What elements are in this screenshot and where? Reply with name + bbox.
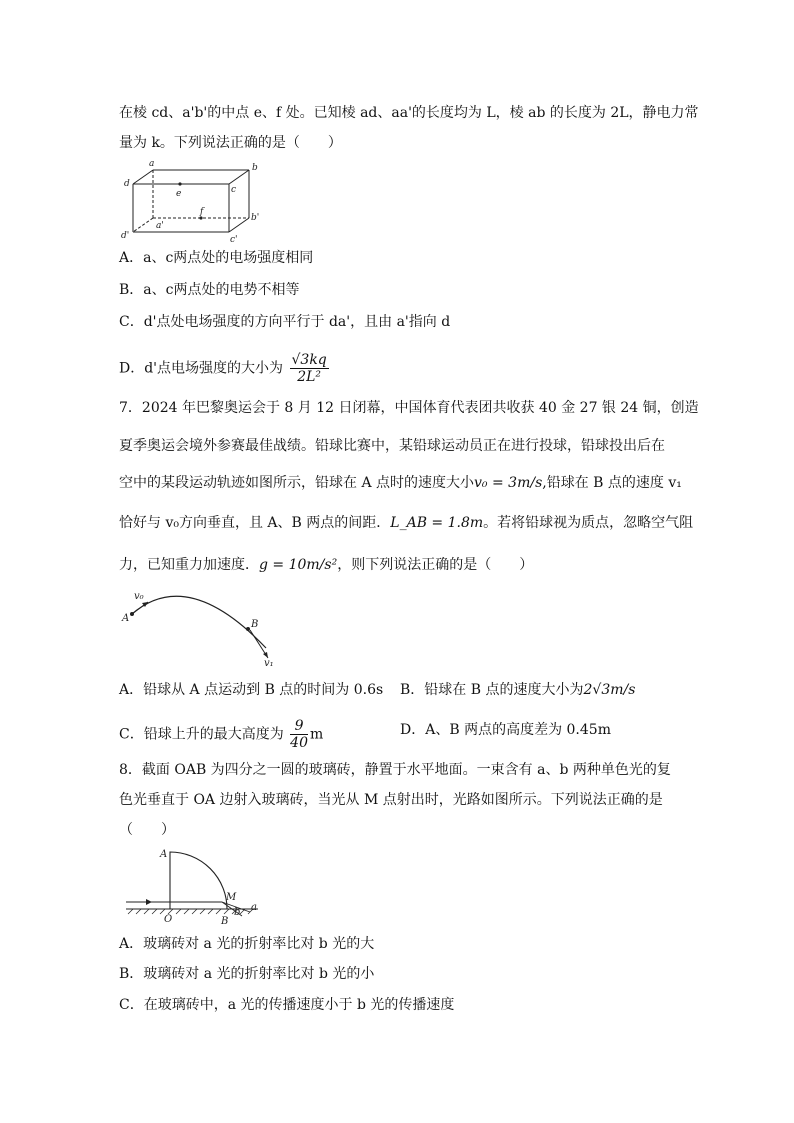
q8-glass-brick-figure [118, 844, 263, 926]
q6-option-d [119, 352, 331, 385]
q7-option-c-fraction [290, 718, 308, 751]
q6-label-b-prime: b' [251, 213, 260, 223]
q8-stem-line-3: （ ） [119, 822, 175, 838]
q8-stem-line-2: 色光垂直于 OA 边射入玻璃砖，当光从 M 点射出时，光路如图所示。下列说法正确的是 [119, 792, 663, 808]
q6-label-a-prime: a' [156, 221, 164, 231]
q7-lab-value: L_AB = 1.8m [390, 515, 484, 531]
q6-option-d-denominator: 2L² [297, 369, 322, 385]
q6-label-e: e [176, 189, 182, 199]
q7-trajectory-figure [118, 588, 283, 668]
q8-label-ray-a: a [251, 902, 257, 913]
q7-stem-line-3 [119, 473, 682, 493]
q8-option-a: A．玻璃砖对 a 光的折射率比对 b 光的大 [119, 936, 375, 952]
q6-label-c-prime: c' [230, 235, 238, 244]
q6-stem-line-1: 在棱 cd、a'b'的中点 e、f 处。已知棱 ad、aa'的长度均为 L，棱 ab 的长度为 2L，静电力常 [119, 105, 699, 121]
q8-label-b-point: B [221, 916, 229, 926]
q8-label-m: M [226, 892, 237, 903]
q7-v0-value: v₀ = 3m/s [474, 475, 543, 491]
q6-option-b: B．a、c两点处的电势不相等 [119, 282, 300, 298]
q7-stem-line-5 [119, 555, 533, 575]
q6-option-d-fraction [290, 352, 329, 385]
q8-label-o: O [164, 914, 173, 925]
q7-option-d: D．A、B 两点的高度差为 0.45m [400, 722, 611, 738]
q7-stem-line-1: 7．2024 年巴黎奥运会于 8 月 12 日闭幕，中国体育代表团共收获 40 金 27 银 24 铜，创造 [119, 400, 699, 416]
q6-label-f: f [200, 207, 204, 217]
q7-line-5-tail: ，则下列说法正确的是（ ） [337, 557, 534, 573]
q7-line-4-text: 恰好与 v₀方向垂直，且 A、B 两点的间距． [119, 515, 391, 531]
q8-label-ray-b: b [234, 907, 241, 918]
q7-line-4-tail: 。若将铅球视为质点，忽略空气阻 [483, 515, 694, 531]
q7-label-v1: v₁ [264, 658, 274, 668]
q6-cuboid-figure [118, 158, 268, 244]
q7-option-c-unit: m [310, 726, 324, 743]
q7-label-b: B [251, 619, 259, 630]
q7-option-c-numerator: 9 [290, 718, 308, 735]
q6-option-d-text: D．d'点电场强度的大小为 [119, 360, 284, 377]
q6-option-d-numerator: √3kq [291, 352, 327, 368]
q7-option-c-denominator: 40 [290, 735, 308, 751]
q7-stem-line-2: 夏季奥运会境外参赛最佳战绩。铅球比赛中，某铅球运动员正在进行投球，铅球投出后在 [119, 438, 665, 454]
q7-line-3-tail: ,铅球在 B 点的速度 v₁ [542, 475, 682, 491]
q7-line-3-text: 空中的某段运动轨迹如图所示，铅球在 A 点时的速度大小 [119, 475, 475, 491]
q6-label-a: a [149, 159, 155, 169]
q6-option-a: A．a、c两点处的电场强度相同 [119, 250, 314, 266]
q7-option-b-value: 2√3m/s [583, 682, 636, 698]
q6-label-c: c [231, 185, 237, 195]
q7-option-c-text: C．铅球上升的最大高度为 [119, 726, 284, 743]
q7-g-value: g = 10m/s² [259, 557, 338, 573]
q7-line-5-text: 力，已知重力加速度． [119, 557, 259, 573]
q6-stem-line-2: 量为 k。下列说法正确的是（ ） [119, 135, 342, 151]
q8-option-c: C．在玻璃砖中，a 光的传播速度小于 b 光的传播速度 [119, 997, 455, 1013]
q8-option-b: B．玻璃砖对 a 光的折射率比对 b 光的小 [119, 966, 375, 982]
q8-stem-line-1: 8．截面 OAB 为四分之一圆的玻璃砖，静置于水平地面。一束含有 a、b 两种单色光的复 [119, 762, 671, 778]
q6-option-c: C．d'点处电场强度的方向平行于 da'，且由 a'指向 d [119, 314, 451, 330]
q7-stem-line-4 [119, 513, 693, 533]
q6-label-b: b [252, 163, 258, 173]
q7-option-c [119, 718, 323, 751]
q6-label-d-prime: d' [121, 231, 130, 241]
q7-option-a: A．铅球从 A 点运动到 B 点的时间为 0.6s [119, 682, 384, 698]
q7-label-v0: v₀ [134, 591, 144, 602]
q7-option-b [400, 680, 635, 700]
q7-label-a: A [122, 613, 130, 624]
q8-label-a-point: A [160, 849, 168, 860]
q6-label-d: d [124, 179, 130, 189]
q7-option-b-text: B．铅球在 B 点的速度大小为 [400, 682, 584, 698]
